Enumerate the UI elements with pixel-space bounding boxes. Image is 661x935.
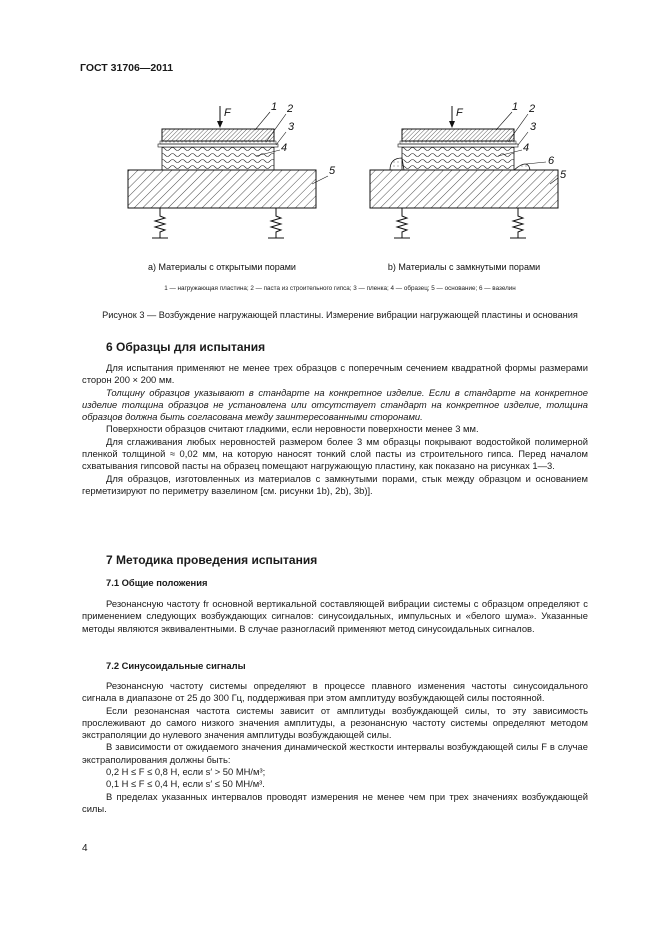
paragraph: В зависимости от ожидаемого значения динамической жесткости интервалы возбуждающей силы F в случае экстраполирования должны быть: [82,741,588,765]
paragraph: Если резонансная частота системы зависит от амплитуды возбуждающей силы, то эту зависимость прослеживают до самого низкого значения амплитуды, а резонансную частоту системы определяют методом экстраполяции до нулевого значения амплитуды возбуждающей силы. [82,704,588,741]
section-6-heading: 6 Образцы для испытания [106,340,266,354]
paragraph: Поверхности образцов считают гладкими, если неровности поверхности менее 3 мм. [106,423,479,435]
caption-open-pores: а) Материалы с открытыми порами [148,262,296,272]
spring-right-1 [394,208,410,238]
force-label-left: F [224,107,231,119]
paragraph: В пределах указанных интервалов проводят измерения не менее чем при трех значениях возбуждающей силы. [82,790,588,814]
label-2-right: 2 [529,103,536,115]
document-header: ГОСТ 31706—2011 [80,62,174,74]
spring-left-2 [268,208,284,238]
spring-left-1 [152,208,168,238]
section-7-1-body [82,598,588,635]
load-plate-right [402,129,514,141]
figure-legend: 1 — нагружающая пластина; 2 — паста из строительного гипса; 3 — пленка; 4 — образец; 5 — основание; 6 — вазелин [164,285,516,292]
label-2-left: 2 [287,103,294,115]
paragraph-italic: Толщину образцов указывают в стандарте на конкретное изделие. Если в стандарте на конкретное изделие толщина образцов не установлена или отсутствует стандарт на конкретное изделие, толщина образцов должна быть согласована между заинтересованными сторонами. [82,386,588,423]
section-7-1-heading: 7.1 Общие положения [106,577,208,588]
label-4-left: 4 [281,142,288,154]
formula-line: 0,1 Н ≤ F ≤ 0,4 Н, если s′ ≤ 50 МН/м³. [106,778,265,790]
label-5-left: 5 [329,165,336,177]
vaseline-right [514,164,530,170]
label-5-right: 5 [560,169,567,181]
formula-line: 0,2 Н ≤ F ≤ 0,8 Н, если s′ > 50 МН/м³; [106,766,266,778]
section-6-body [82,362,588,497]
paragraph: Для образцов, изготовленных из материалов с замкнутыми порами, стык между образцом и основанием герметизируют по периметру вазелином [см. рисунки 1b), 2b), 3b)]. [82,472,588,496]
paragraph: Резонансную частоту fr основной вертикальной составляющей вибрации системы с образцом определяют с применением следующих возбуждающих сигналов: синусоидальных, импульсных и «белого шума». Указанные методы являются эквивалентными. В случае разногласий применяют метод синусоидальных сигналов. [82,598,588,634]
section-7-2-body [82,680,588,815]
section-7-2-heading: 7.2 Синусоидальные сигналы [106,660,246,671]
label-1-left: 1 [271,101,278,113]
paragraph: Резонансную частоту системы определяют в процессе плавного изменения частоты синусоидального сигнала в диапазоне от 25 до 300 Гц, поддерживая при этом амплитуду возбуждающей силы постоянной. [82,680,588,704]
diagram-open-pores [128,106,328,238]
section-7-heading: 7 Методика проведения испытания [106,553,318,567]
label-6-right: 6 [548,155,555,167]
label-4-right: 4 [523,142,530,154]
page-number: 4 [82,843,88,854]
caption-closed-pores: b) Материалы с замкнутыми порами [387,262,541,272]
label-3-right: 3 [530,121,537,133]
sample-right [402,147,514,170]
label-1-right: 1 [512,101,519,113]
load-plate-left [162,129,274,141]
film-left [158,144,278,147]
paragraph: Для сглаживания любых неровностей размером более 3 мм образцы покрывают водостойкой полимерной пленкой толщиной ≈ 0,02 мм, на которую наносят тонкий слой пасты из строительного гипса. Перед началом схватывания гипсовой пасты на образец помещают нагружающую пластину, как показано на рисунках 1—3. [82,435,588,472]
base-right [370,170,558,208]
sample-left [162,147,274,170]
figure-title: Рисунок 3 — Возбуждение нагружающей пластины. Измерение вибрации нагружающей пластины и основания [102,310,578,320]
figure-3 [80,92,600,282]
spring-right-2 [510,208,526,238]
label-3-left: 3 [288,121,295,133]
force-label-right: F [456,107,463,119]
paragraph: Для испытания применяют не менее трех образцов с поперечным сечением квадратной формы размерами сторон 200 × 200 мм. [82,362,588,386]
film-right [398,144,518,147]
base-left [128,170,316,208]
